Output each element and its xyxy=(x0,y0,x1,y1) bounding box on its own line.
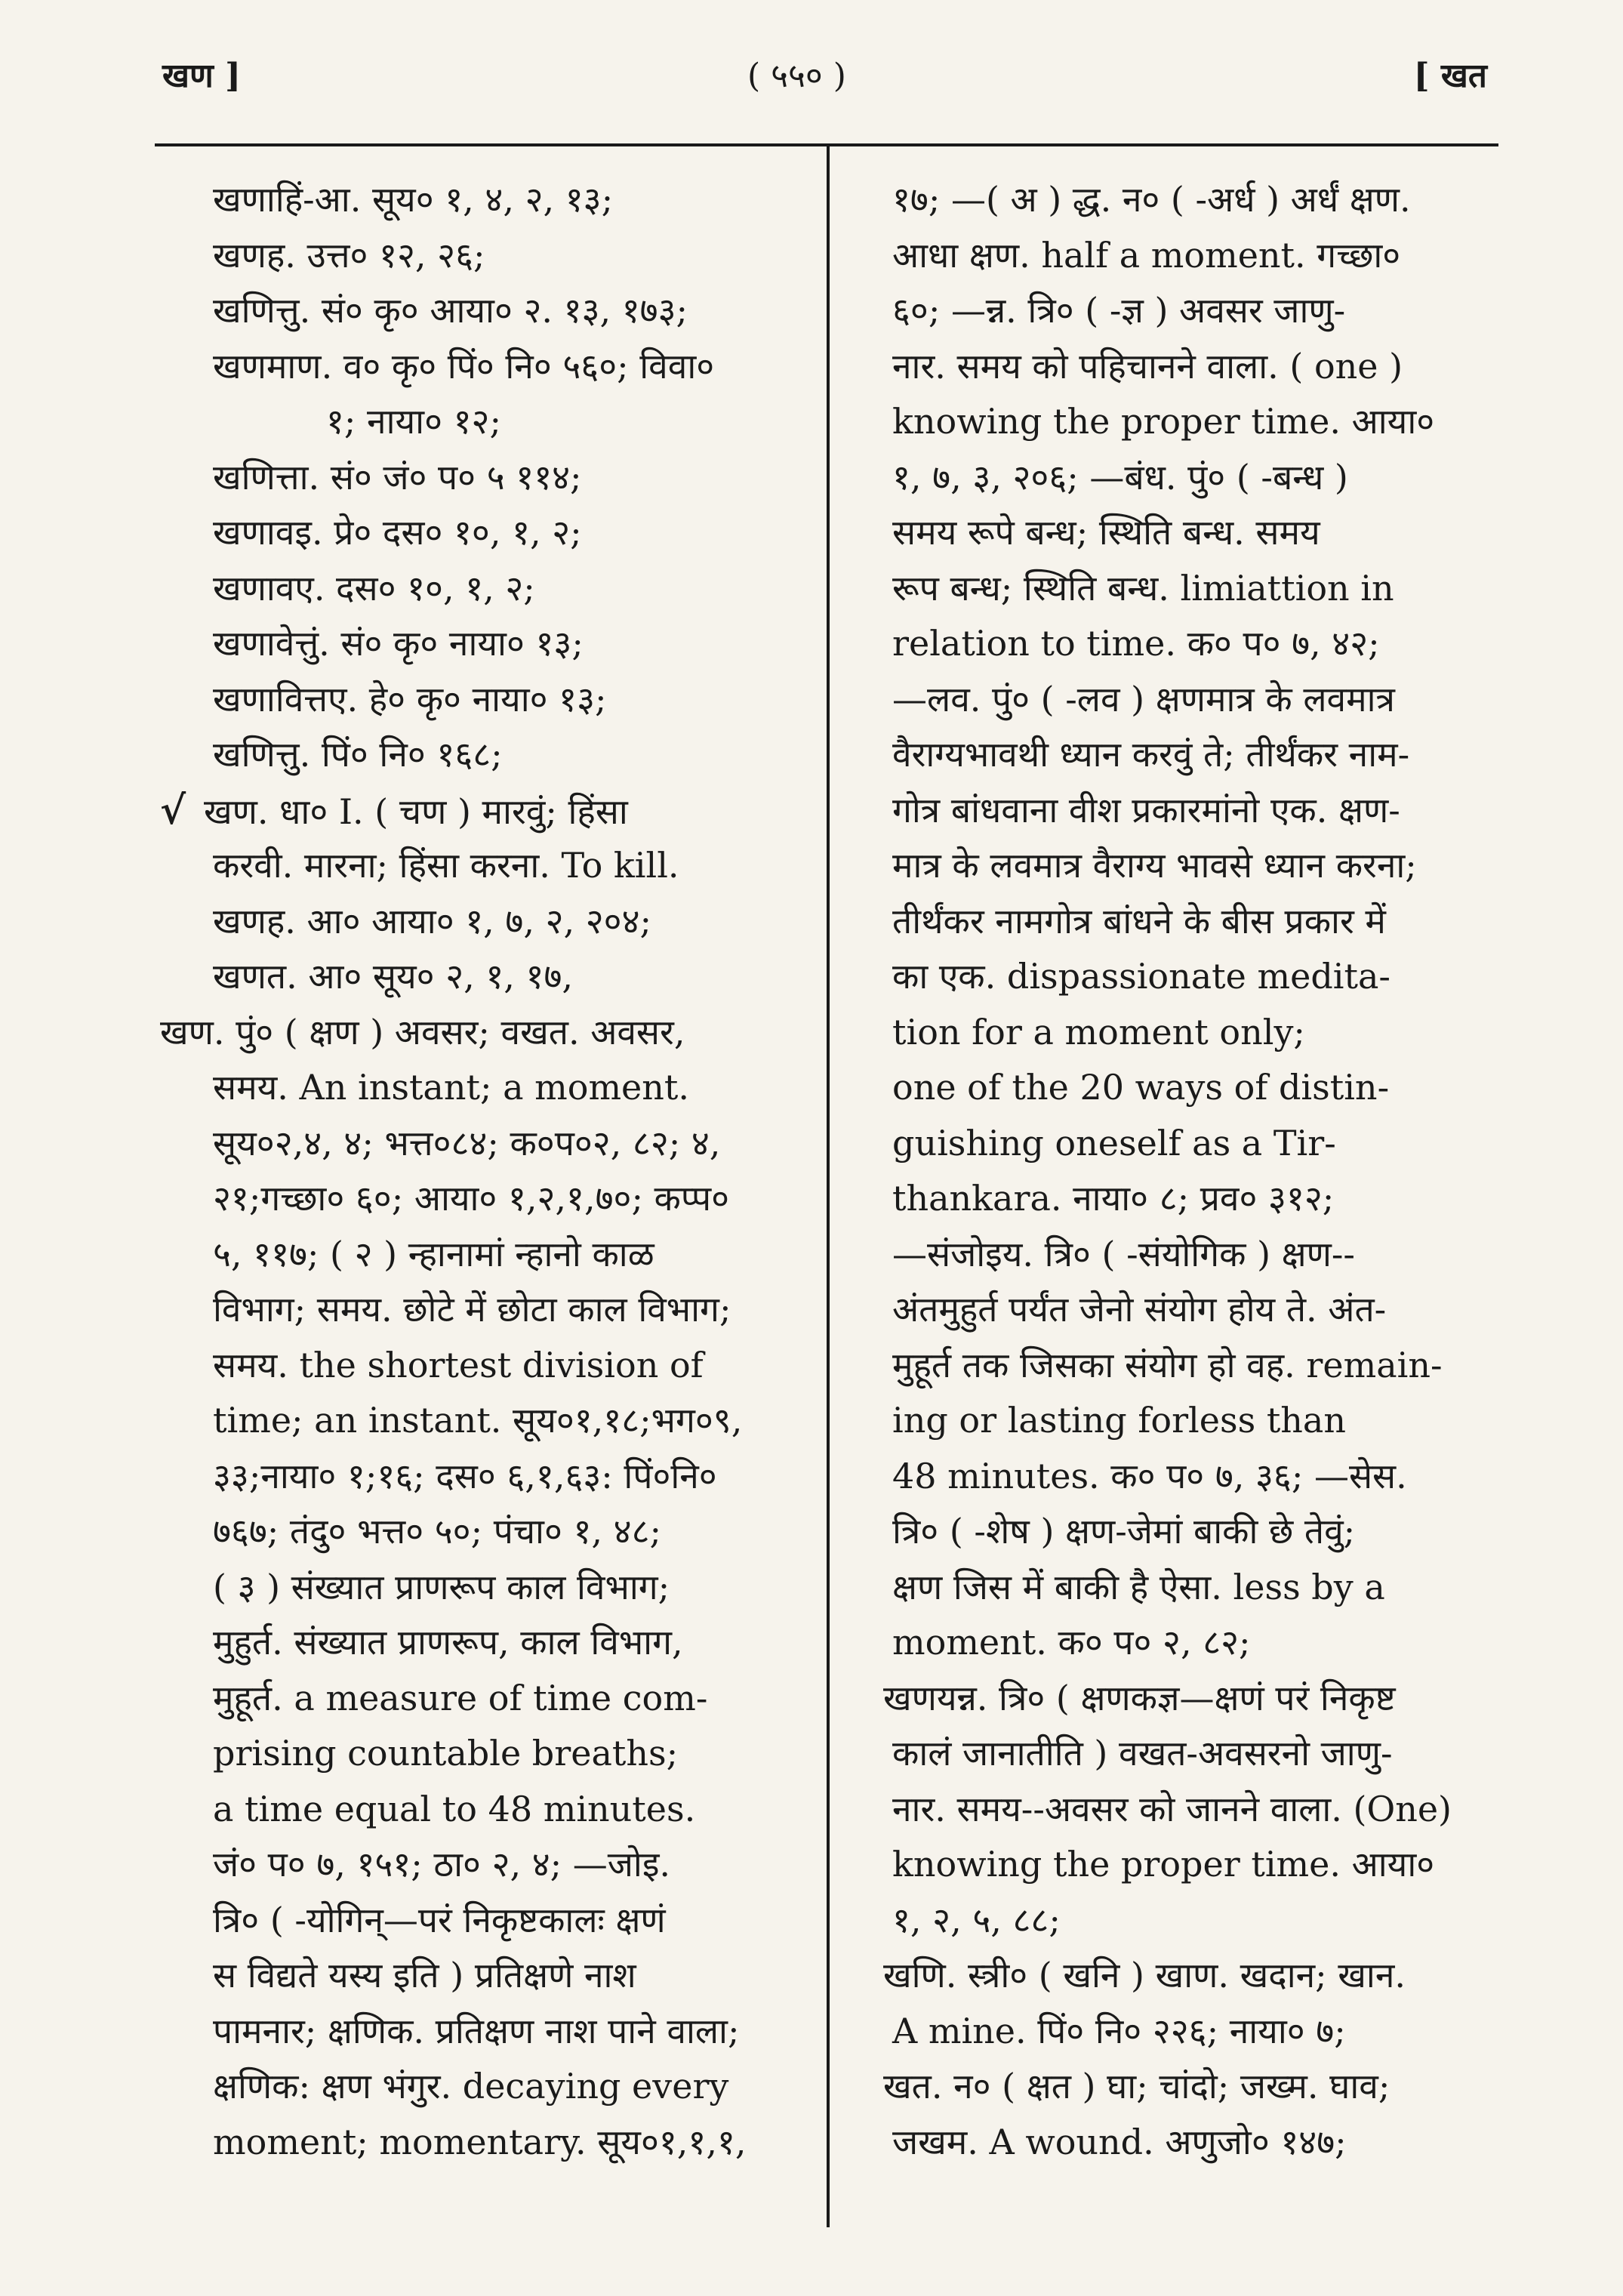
text-line: मुहुर्त. संख्यात प्राणरूप, काल विभाग, xyxy=(213,1622,683,1663)
text-line: ६०; —न्न. त्रि० ( -ज्ञ ) अवसर जाणु- xyxy=(892,290,1346,331)
text-line: खणत. आ० सूय० २, १, १७, xyxy=(213,956,574,997)
text-line: गोत्र बांधवाना वीश प्रकारमांनो एक. क्षण- xyxy=(892,789,1400,831)
text-line: ( ३ ) संख्यात प्राणरूप काल विभाग; xyxy=(213,1566,670,1607)
entry-line xyxy=(160,783,794,839)
text-line: moment; momentary. सूय०१,१,१, xyxy=(213,2121,747,2162)
left-column xyxy=(160,172,794,2170)
text-line: विभाग; समय. छोटे में छोटा काल विभाग; xyxy=(213,1289,731,1330)
text-line: A mine. पिं० नि० २२६; नाया० ७; xyxy=(892,2010,1346,2051)
text-line: knowing the proper time. आया० xyxy=(892,401,1435,442)
text-line: खणावेत्तुं. सं० कृ० नाया० १३; xyxy=(213,623,584,664)
headword-line: खत. न० ( क्षत ) घा; चांदो; जख्म. घाव; xyxy=(883,2066,1390,2106)
entry-text: खण. धा० I. ( चण ) मारवुं; हिंसा xyxy=(204,791,628,832)
text-line: खणित्तु. पिं० नि० १६८; xyxy=(213,734,503,775)
text-line: prising countable breaths; xyxy=(213,1733,679,1774)
text-line: करवी. मारना; हिंसा करना. To kill. xyxy=(213,845,679,886)
text-line: त्रि० ( -शेष ) क्षण-जेमां बाकी छे तेवुं; xyxy=(892,1511,1356,1552)
text-line: moment. क० प० २, ८२; xyxy=(892,1622,1251,1663)
text-line: खणावए. दस० १०, १, २; xyxy=(213,567,535,609)
right-column xyxy=(883,172,1489,2170)
text-line: 48 minutes. क० प० ७, ३६; —सेस. xyxy=(892,1455,1407,1496)
headword-line: खणयन्न. त्रि० ( क्षणकज्ञ—क्षणं परं निकृष्ट xyxy=(883,1677,1396,1718)
text-line: ing or lasting forless than xyxy=(892,1400,1346,1441)
text-line: का एक. dispassionate medita- xyxy=(892,956,1390,997)
text-line: अंतमुहुर्त पर्यंत जेनो संयोग होय ते. अंत- xyxy=(892,1289,1387,1330)
text-line: guishing oneself as a Tir- xyxy=(892,1122,1336,1163)
text-line: thankara. नाया० ८; प्रव० ३१२; xyxy=(892,1178,1335,1219)
header-left-guideword: खण ] xyxy=(162,57,241,95)
text-line: खणाहिं-आ. सूय० १, ४, २, १३; xyxy=(213,179,614,220)
column-divider xyxy=(827,143,830,2227)
text-line: जं० प० ७, १५१; ठा० २, ४; —जोइ. xyxy=(213,1844,671,1885)
page-number: ( ५५० ) xyxy=(747,57,846,95)
text-line: समय रूपे बन्ध; स्थिति बन्ध. समय xyxy=(892,512,1320,553)
page-header xyxy=(0,44,1623,112)
check-mark: √ xyxy=(160,787,186,834)
text-line: ७६७; तंदु० भत्त० ५०; पंचा० १, ४८; xyxy=(213,1511,661,1552)
text-line: समय. the shortest division of xyxy=(213,1344,704,1385)
text-line: —संजोइय. त्रि० ( -संयोगिक ) क्षण-- xyxy=(892,1233,1355,1274)
text-line: मुहूर्त तक जिसका संयोग हो वह. remain- xyxy=(892,1344,1443,1385)
text-line: तीर्थंकर नामगोत्र बांधने के बीस प्रकार में xyxy=(892,900,1386,942)
text-line: नार. समय को पहिचानने वाला. ( one ) xyxy=(892,345,1403,387)
text-line: क्षण जिस में बाकी है ऐसा. less by a xyxy=(892,1566,1385,1607)
text-line: पामनार; क्षणिक. प्रतिक्षण नाश पाने वाला; xyxy=(213,2010,740,2051)
text-line: रूप बन्ध; स्थिति बन्ध. limiattion in xyxy=(892,567,1394,609)
text-line: मात्र के लवमात्र वैराग्य भावसे ध्यान करना; xyxy=(892,845,1417,886)
headword-line: खण. पुं० ( क्षण ) अवसर; वखत. अवसर, xyxy=(160,1011,685,1052)
text-line: नार. समय--अवसर को जानने वाला. (One) xyxy=(892,1788,1452,1829)
text-line: खणित्तु. सं० कृ० आया० २. १३, १७३; xyxy=(213,290,688,331)
text-line: स विद्यते यस्य इति ) प्रतिक्षणे नाश xyxy=(213,1955,636,1996)
text-line: १; नाया० १२; xyxy=(326,401,501,442)
text-line: खणावित्तए. हे० कृ० नाया० १३; xyxy=(213,678,607,720)
text-line: a time equal to 48 minutes. xyxy=(213,1788,696,1829)
text-line: knowing the proper time. आया० xyxy=(892,1844,1435,1885)
header-right-guideword: [ खत xyxy=(1413,57,1487,95)
text-line: जखम. A wound. अणुजो० १४७; xyxy=(892,2121,1347,2162)
text-line: tion for a moment only; xyxy=(892,1011,1305,1052)
headword-line: खणि. स्त्री० ( खनि ) खाण. खदान; खान. xyxy=(883,1955,1406,1996)
text-line: खणित्ता. सं० जं० प० ५ ११४; xyxy=(213,456,582,498)
text-line: समय. An instant; a moment. xyxy=(213,1067,690,1108)
text-line: १, २, ५, ८८; xyxy=(892,1899,1061,1940)
text-line: कालं जानातीति ) वखत-अवसरनो जाणु- xyxy=(892,1733,1393,1774)
text-line: ३३;नाया० १;१६; दस० ६,१,६३: पिं०नि० xyxy=(213,1455,717,1496)
text-line: मुहूर्त. a measure of time com- xyxy=(213,1677,708,1718)
text-line: २१;गच्छा० ६०; आया० १,२,१,७०; कप्प० xyxy=(213,1178,730,1219)
text-line: त्रि० ( -योगिन्—परं निकृष्टकालः क्षणं xyxy=(213,1899,666,1940)
text-line: one of the 20 ways of distin- xyxy=(892,1067,1390,1108)
text-line: १, ७, ३, २०६; —बंध. पुं० ( -बन्ध ) xyxy=(892,456,1348,498)
text-line: १७; —( अ ) द्ध. न० ( -अर्ध ) अर्धं क्षण. xyxy=(892,179,1411,220)
text-line: खणह. आ० आया० १, ७, २, २०४; xyxy=(213,900,652,942)
text-line: relation to time. क० प० ७, ४२; xyxy=(892,623,1380,664)
text-line: ५, ११७; ( २ ) न्हानामां न्हानो काळ xyxy=(213,1233,654,1274)
text-line: खणह. उत्त० १२, २६; xyxy=(213,234,485,276)
text-line: आधा क्षण. half a moment. गच्छा० xyxy=(892,234,1401,276)
text-line: खणावइ. प्रे० दस० १०, १, २; xyxy=(213,512,582,553)
text-line: —लव. पुं० ( -लव ) क्षणमात्र के लवमात्र xyxy=(892,678,1395,720)
text-line: क्षणिक: क्षण भंगुर. decaying every xyxy=(213,2066,729,2106)
text-line: सूय०२,४, ४; भत्त०८४; क०प०२, ८२; ४, xyxy=(213,1122,721,1163)
text-line: खणमाण. व० कृ० पिं० नि० ५६०; विवा० xyxy=(213,345,715,387)
text-line: वैराग्यभावथी ध्यान करवुं ते; तीर्थंकर नाम- xyxy=(892,734,1410,775)
text-line: time; an instant. सूय०१,१८;भग०९, xyxy=(213,1400,743,1441)
